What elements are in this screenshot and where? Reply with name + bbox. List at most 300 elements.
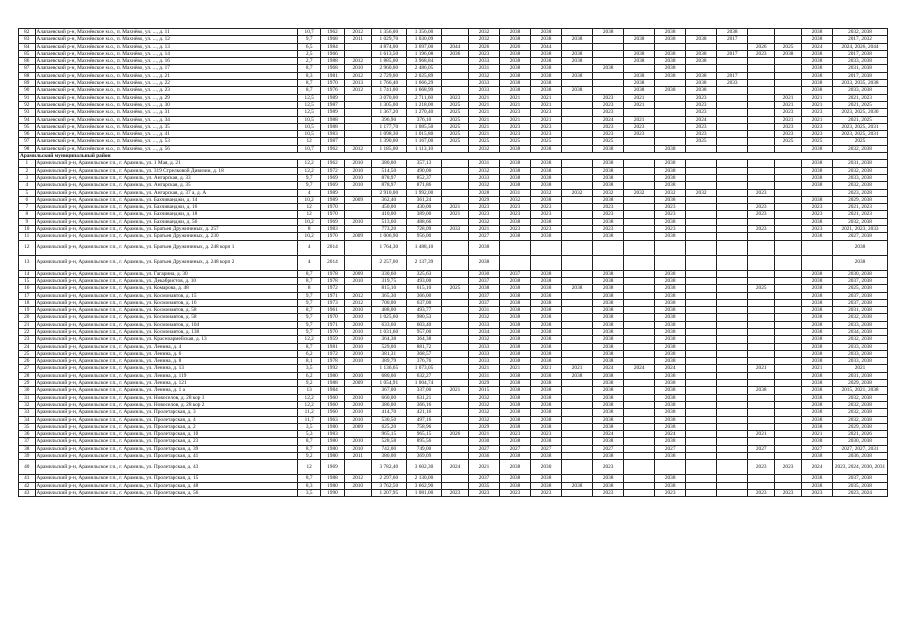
table-cell (775, 453, 802, 460)
table-cell (775, 314, 802, 321)
table-cell: 2038 (593, 438, 624, 445)
table-cell: 1960 (321, 394, 345, 401)
table-cell (500, 255, 531, 270)
table-cell (624, 43, 655, 50)
table-cell: 2034, 2038 (833, 328, 888, 335)
table-cell: 1 113,10 (406, 145, 441, 152)
table-cell: 2027 (655, 445, 686, 452)
table-cell (344, 285, 371, 292)
table-cell: 2014 (321, 255, 345, 270)
table-cell: 2032 (624, 189, 655, 196)
table-cell: 2010 (344, 167, 371, 174)
table-cell (442, 145, 469, 152)
table-cell: 2033, 2038 (833, 87, 888, 94)
table-cell: 2038 (593, 270, 624, 277)
table-cell (775, 336, 802, 343)
table-cell: 2038 (655, 36, 686, 43)
address-cell: Арамильский р-н, Арамильское г.п., г. Арамиль, ул. Братьев Дружининых, д. 248 корп 2 (35, 255, 298, 270)
table-cell: 2021 (624, 116, 655, 123)
table-cell: 2025 (442, 138, 469, 145)
table-cell: 2023 (442, 489, 469, 496)
table-cell (686, 475, 717, 482)
table-cell: 2021 (468, 109, 499, 116)
table-cell (748, 240, 775, 255)
address-cell: Арамильский р-н, Арамильское г.п., г. Арамиль, ул. Ленина, д. 6 (35, 350, 298, 357)
table-cell: 2038 (593, 285, 624, 292)
table-cell: 2010 (344, 182, 371, 189)
table-cell (562, 145, 593, 152)
address-cell: Арамильский р-н, Арамильское г.п., г. Арамиль, ул. Гагарина, д. 30 (35, 270, 298, 277)
table-row (19, 416, 888, 423)
table-cell: 2030, 2038 (833, 270, 888, 277)
table-cell: 2023 (686, 109, 717, 116)
table-cell (562, 336, 593, 343)
table-cell: 2029 (468, 423, 499, 430)
table-cell (717, 101, 748, 108)
table-cell (775, 233, 802, 240)
table-cell (344, 94, 371, 101)
table-row (19, 328, 888, 335)
table-cell (775, 160, 802, 167)
table-cell: 2038 (802, 372, 833, 379)
table-cell: 2038 (655, 218, 686, 225)
table-cell (717, 299, 748, 306)
table-cell: 2033, 2038 (833, 58, 888, 65)
table-cell: 2 960,00 (371, 65, 406, 72)
table-cell (624, 233, 655, 240)
address-cell: Арамильский р-н, Арамильское г.п., г. Арамиль, ул. Ленина, д. 121 (35, 380, 298, 387)
table-cell (562, 299, 593, 306)
table-cell: 2038 (593, 358, 624, 365)
table-cell (717, 307, 748, 314)
table-row (19, 277, 888, 284)
table-cell: 758,96 (406, 423, 441, 430)
table-cell: 2023 (500, 204, 531, 211)
table-cell: 2023 (500, 431, 531, 438)
address-cell: Арамильский р-н, Арамильское г.п., г. Арамиль, ул. Братьев Дружининых, д. 257 (35, 226, 298, 233)
table-cell (562, 131, 593, 138)
table-cell (748, 80, 775, 87)
table-cell (775, 438, 802, 445)
table-cell (717, 240, 748, 255)
table-cell: 2038 (802, 292, 833, 299)
table-cell: 10,5 (298, 116, 321, 123)
table-cell (442, 475, 469, 482)
table-cell: 2026 (442, 431, 469, 438)
table-cell (624, 277, 655, 284)
table-cell: 6,5 (298, 43, 321, 50)
table-cell: 2021 (500, 365, 531, 372)
table-cell: 2026 (748, 43, 775, 50)
table-cell: 2038 (531, 299, 562, 306)
table-cell: 2038 (500, 350, 531, 357)
table-cell: 2038 (500, 328, 531, 335)
table-cell (442, 307, 469, 314)
table-cell (748, 372, 775, 379)
table-cell (562, 240, 593, 255)
table-cell: 957,00 (406, 328, 441, 335)
address-cell: Арамильский р-н, Арамильское г.п., г. Арамиль, ул. Космонавтов, д. 16 (35, 299, 298, 306)
row-number-cell: 5 (19, 189, 36, 196)
address-cell: Арамильский р-н, Арамильское г.п., г. Арамиль, ул. Ленина, д. 1 а (35, 387, 298, 394)
table-cell: 2033, 2035, 2038 (833, 80, 888, 87)
table-cell: 2033 (717, 80, 748, 87)
table-cell (442, 270, 469, 277)
row-number-cell: 92 (19, 101, 36, 108)
table-cell (717, 145, 748, 152)
table-cell (624, 226, 655, 233)
table-cell (562, 343, 593, 350)
table-row (19, 145, 888, 152)
table-row (19, 58, 888, 65)
table-cell: 2032 (593, 189, 624, 196)
table-cell (775, 196, 802, 203)
table-cell: 965,15 (406, 431, 441, 438)
table-cell: 2021, 2023, 2033 (833, 226, 888, 233)
table-cell: 2038 (531, 29, 562, 36)
table-cell: 3 782,40 (371, 460, 406, 475)
table-cell (344, 189, 371, 196)
table-cell: 2038 (655, 50, 686, 57)
table-cell (717, 438, 748, 445)
table-cell: 2038 (593, 409, 624, 416)
table-cell: 2032, 2038 (833, 401, 888, 408)
row-number-cell: 20 (19, 314, 36, 321)
table-cell (562, 138, 593, 145)
table-cell: 8,3 (298, 72, 321, 79)
table-cell: 2038 (802, 314, 833, 321)
table-cell: 376,10 (406, 116, 441, 123)
table-cell (802, 240, 833, 255)
table-row (19, 226, 888, 233)
table-cell: 2021 (802, 365, 833, 372)
table-cell (775, 372, 802, 379)
table-cell: 2021 (775, 116, 802, 123)
row-number-cell: 1 (19, 160, 36, 167)
table-cell (686, 343, 717, 350)
table-cell: 2021 (802, 431, 833, 438)
table-cell (717, 182, 748, 189)
table-cell: 2023 (593, 211, 624, 218)
address-cell: Арамильский р-н, Арамильское г.п., г. Арамиль, ул. Космонавтов, д. 104 (35, 321, 298, 328)
table-cell: 3 697,00 (406, 43, 441, 50)
table-cell: 2021 (531, 365, 562, 372)
table-cell: 12,2 (298, 336, 321, 343)
table-cell: 2038 (833, 255, 888, 270)
table-cell: 2023 (468, 204, 499, 211)
table-cell (562, 65, 593, 72)
table-cell (624, 321, 655, 328)
table-cell (802, 255, 833, 270)
table-cell (775, 270, 802, 277)
table-cell: 1980 (321, 445, 345, 452)
table-cell (562, 116, 593, 123)
table-cell (686, 445, 717, 452)
table-cell: 2021 (833, 365, 888, 372)
table-cell: 12,2 (298, 160, 321, 167)
table-cell: 1 167,00 (406, 138, 441, 145)
table-cell: 2038 (802, 80, 833, 87)
row-number-cell: 25 (19, 350, 36, 357)
table-cell: 9,7 (298, 182, 321, 189)
table-cell (562, 416, 593, 423)
table-cell: 2017, 2038 (833, 50, 888, 57)
table-cell (593, 72, 624, 79)
table-cell: 2038 (531, 167, 562, 174)
table-cell: 2038 (593, 416, 624, 423)
row-number-cell: 36 (19, 431, 36, 438)
table-cell: 2010 (344, 372, 371, 379)
table-cell: 2 486,05 (406, 65, 441, 72)
table-cell: 490,00 (406, 167, 441, 174)
table-cell (748, 321, 775, 328)
table-cell: 2023 (593, 94, 624, 101)
table-cell: 2021 (802, 94, 833, 101)
table-cell: 9,7 (298, 299, 321, 306)
table-cell: 1 025,60 (371, 314, 406, 321)
table-cell: 871,86 (406, 182, 441, 189)
table-cell: 2032 (531, 189, 562, 196)
table-cell: 2032 (468, 401, 499, 408)
table-cell: 2038 (802, 307, 833, 314)
table-cell: 12,2 (298, 401, 321, 408)
table-cell (344, 211, 371, 218)
table-cell: 1 270,40 (406, 109, 441, 116)
row-number-cell: 19 (19, 307, 36, 314)
row-number-cell: 38 (19, 445, 36, 452)
table-cell: 2010 (344, 174, 371, 181)
table-cell (686, 336, 717, 343)
table-cell (344, 43, 371, 50)
table-cell: 421,16 (406, 409, 441, 416)
table-cell (748, 109, 775, 116)
row-number-cell: 31 (19, 394, 36, 401)
table-cell: 2037 (500, 270, 531, 277)
table-cell (593, 87, 624, 94)
table-cell (748, 270, 775, 277)
table-cell: 2010 (344, 314, 371, 321)
table-cell: 4 (298, 240, 321, 255)
table-cell: 1 031,60 (371, 328, 406, 335)
table-cell: 2038 (593, 233, 624, 240)
table-cell: 2038 (500, 50, 531, 57)
table-cell: 1973 (321, 299, 345, 306)
table-cell (686, 167, 717, 174)
table-row (19, 80, 888, 87)
table-cell: 2023 (500, 489, 531, 496)
table-cell (593, 240, 624, 255)
row-number-cell: 88 (19, 72, 36, 79)
table-cell (748, 160, 775, 167)
table-cell: 2023 (655, 211, 686, 218)
table-cell: 2038 (802, 475, 833, 482)
table-cell (442, 321, 469, 328)
table-cell: 2038 (531, 453, 562, 460)
table-cell: 8,7 (298, 475, 321, 482)
table-cell: 2038 (624, 50, 655, 57)
table-cell: 2023 (748, 211, 775, 218)
address-cell: Алапаевский р-н, Махнёвское м.о., п. Махнёво, ул. ..., д. 14 (35, 50, 298, 57)
row-number-cell: 91 (19, 94, 36, 101)
table-cell (442, 438, 469, 445)
table-cell (442, 365, 469, 372)
table-cell: 1970 (321, 204, 345, 211)
table-cell (717, 211, 748, 218)
table-cell: 1 207,95 (371, 489, 406, 496)
table-cell: 2037 (468, 292, 499, 299)
table-cell: 2025 (442, 123, 469, 130)
table-cell: 2025 (775, 138, 802, 145)
table-row (19, 292, 888, 299)
table-cell: 2027 (531, 445, 562, 452)
address-cell: Арамильский р-н, Арамильское г.п., г. Арамиль, ул. Пролетарская, д. 56 (35, 489, 298, 496)
address-cell: Арамильский р-н, Арамильское г.п., г. Арамиль, ул. Бахчиванджи, д. 18 (35, 211, 298, 218)
table-cell: 2023 (686, 101, 717, 108)
table-cell: 2021 (562, 365, 593, 372)
table-cell: 11,2 (298, 409, 321, 416)
table-cell (344, 123, 371, 130)
table-cell: 878,97 (371, 182, 406, 189)
table-cell: 980,53 (406, 314, 441, 321)
table-cell: 2038 (531, 307, 562, 314)
table-cell: 357,13 (406, 160, 441, 167)
table-cell: 2038 (593, 328, 624, 335)
table-cell: 2023 (531, 109, 562, 116)
address-cell: Арамильский р-н, Арамильское г.п., г. Арамиль, ул. Красноармейская, д. 13 (35, 336, 298, 343)
table-cell (593, 255, 624, 270)
table-cell: 2033 (468, 87, 499, 94)
row-number-cell: 87 (19, 65, 36, 72)
row-number-cell: 97 (19, 138, 36, 145)
table-cell: 2021 (468, 94, 499, 101)
table-row (19, 380, 888, 387)
table-cell (717, 445, 748, 452)
table-row (19, 299, 888, 306)
row-number-cell: 42 (19, 482, 36, 489)
table-cell: 2015 (468, 387, 499, 394)
table-cell: 2023 (593, 123, 624, 130)
table-cell (624, 109, 655, 116)
table-row (19, 445, 888, 452)
table-cell: 2038 (802, 343, 833, 350)
table-cell (344, 50, 371, 57)
table-cell: 2015, 2021, 2038 (833, 387, 888, 394)
table-cell: 1970 (321, 211, 345, 218)
table-cell (624, 307, 655, 314)
table-cell: 2023 (775, 131, 802, 138)
table-cell (717, 482, 748, 489)
table-cell: 2038 (500, 358, 531, 365)
table-cell: 2038 (593, 182, 624, 189)
table-cell: 2032, 2038 (833, 218, 888, 225)
table-cell (624, 218, 655, 225)
table-cell: 2038 (531, 174, 562, 181)
table-cell: 2038 (500, 409, 531, 416)
table-cell (442, 160, 469, 167)
table-cell (624, 482, 655, 489)
table-cell: 2024 (593, 365, 624, 372)
table-cell: 2012 (344, 299, 371, 306)
table-cell (748, 438, 775, 445)
table-cell: 2023 (748, 460, 775, 475)
address-cell: Арамильский р-н, Арамильское г.п., г. Арамиль, ул. Комарова, д. 48 (35, 285, 298, 292)
table-cell (344, 116, 371, 123)
table-cell: 2029, 2038 (833, 196, 888, 203)
table-cell (717, 328, 748, 335)
table-cell (344, 109, 371, 116)
table-cell: 1988 (321, 58, 345, 65)
table-cell: 2023 (593, 101, 624, 108)
table-cell (748, 138, 775, 145)
table-cell (717, 65, 748, 72)
table-cell (717, 270, 748, 277)
table-cell (686, 65, 717, 72)
table-cell: 2021 (802, 101, 833, 108)
table-cell: 2009 (344, 380, 371, 387)
table-cell: 2038 (655, 174, 686, 181)
address-cell: Алапаевский р-н, Махнёвское м.о., п. Махнёво, ул. ..., д. 11 (35, 29, 298, 36)
table-cell (655, 109, 686, 116)
table-cell (717, 350, 748, 357)
table-cell: 2038 (655, 314, 686, 321)
table-cell (562, 174, 593, 181)
table-cell (775, 189, 802, 196)
table-cell: 1988 (321, 475, 345, 482)
table-cell (686, 314, 717, 321)
table-cell: 2038 (593, 401, 624, 408)
table-cell (442, 65, 469, 72)
table-cell: 1962 (321, 145, 345, 152)
table-cell (562, 29, 593, 36)
table-cell (562, 453, 593, 460)
table-cell (562, 270, 593, 277)
address-cell: Алапаевский р-н, Махнёвское м.о., п. Махнёво, ул. ..., д. 12 (35, 36, 298, 43)
address-cell: Арамильский р-н, Арамильское г.п., г. Арамиль, ул. Космонавтов, д. 15 (35, 292, 298, 299)
table-cell: 2009 (344, 423, 371, 430)
row-number-cell: 34 (19, 416, 36, 423)
table-cell: 2025 (442, 116, 469, 123)
row-number-cell: 11 (19, 233, 36, 240)
table-cell: 2038 (593, 387, 624, 394)
table-cell (562, 226, 593, 233)
table-cell (562, 431, 593, 438)
table-cell: 2038 (802, 299, 833, 306)
table-cell (624, 299, 655, 306)
table-cell: 2010 (344, 336, 371, 343)
table-cell: 2033 (468, 174, 499, 181)
table-cell (717, 167, 748, 174)
table-cell: 2038 (531, 160, 562, 167)
table-cell (655, 101, 686, 108)
row-number-cell: 95 (19, 123, 36, 130)
table-cell: 2010 (344, 218, 371, 225)
address-cell: Арамильский р-н, Арамильское г.п., г. Арамиль, ул. Ленина, д. 13 (35, 365, 298, 372)
table-cell: 1 136,65 (371, 365, 406, 372)
address-cell: Арамильский р-н, Арамильское г.п., г. Арамиль, ул. Пролетарская, д. 43 (35, 460, 298, 475)
table-cell (775, 358, 802, 365)
table-cell: 2025 (531, 138, 562, 145)
table-cell: 2023 (802, 123, 833, 130)
table-cell (562, 94, 593, 101)
table-cell: 1 367,20 (371, 109, 406, 116)
table-cell: 2038 (593, 292, 624, 299)
table-cell: 528,58 (371, 438, 406, 445)
table-cell (562, 438, 593, 445)
table-cell (686, 365, 717, 372)
table-cell (717, 138, 748, 145)
table-cell: 2038 (593, 372, 624, 379)
address-cell: Арамильский р-н, Арамильское г.п., г. Арамиль, ул. 1 Мая, д. 21 (35, 160, 298, 167)
